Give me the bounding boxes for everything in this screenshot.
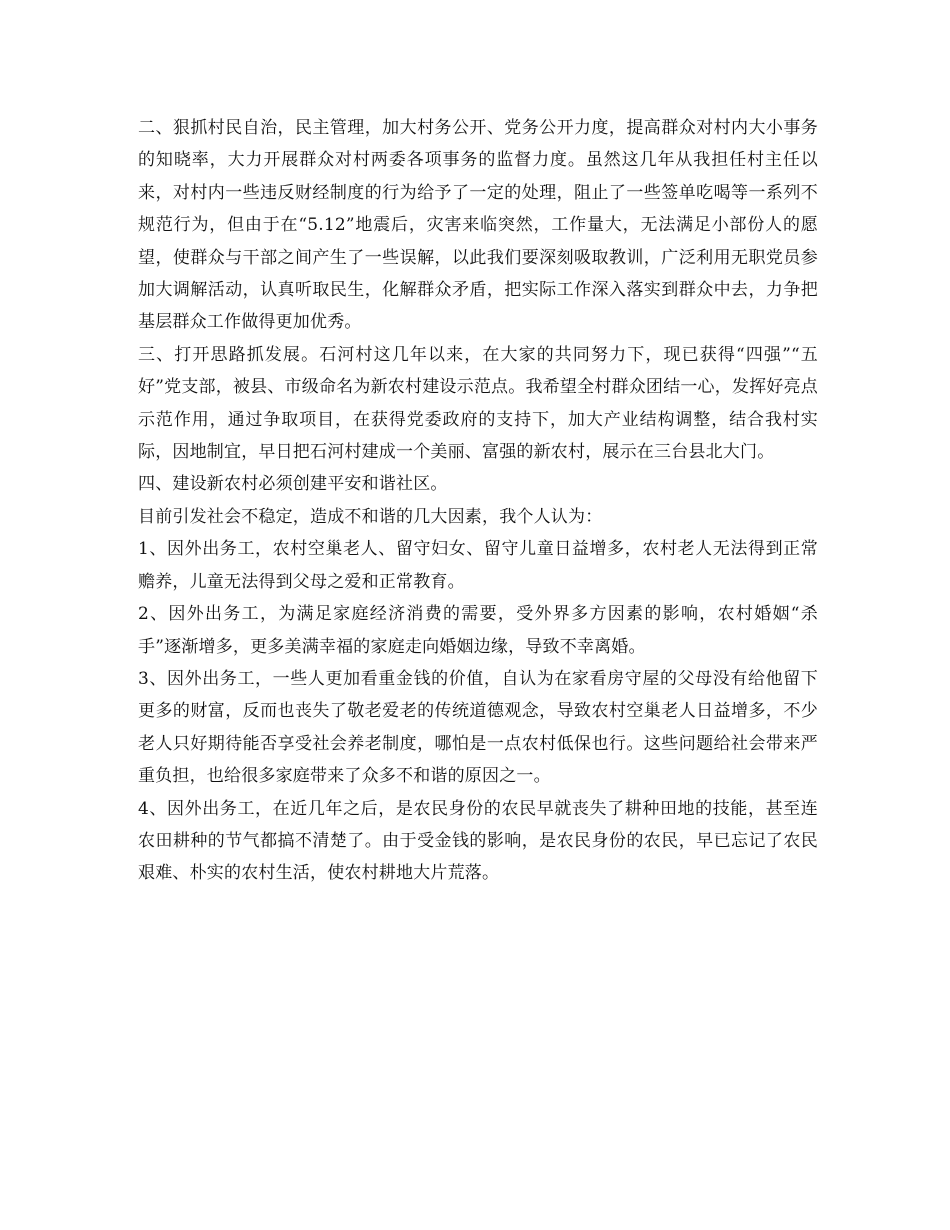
paragraph-factor-three: 3、因外出务工，一些人更加看重金钱的价值，自认为在家看房守屋的父母没有给他留下更多的财富，反而也丧失了敬老爱老的传统道德观念，导致农村空巢老人日益增多，不少老人只好期待能否享受社会养老制度，哪怕是一点农村低保也行。这些问题给社会带来严重负担，也给很多家庭带来了众多不和谐的原因之一。: [138, 668, 818, 787]
paragraph-section-four-heading: 四、建设新农村必须创建平安和谐社区。: [138, 474, 448, 495]
paragraph-section-two: 二、狠抓村民自治，民主管理，加大村务公开、党务公开力度，提高群众对村内大小事务的知晓率，大力开展群众对村两委各项事务的监督力度。虽然这几年从我担任村主任以来，对村内一些违反财经制度的行为给予了一定的处理，阻止了一些签单吃喝等一系列不规范行为，但由于在“5.12”地震后，灾害来临突然，工作量大，无法满足小部份人的愿望，使群众与干部之间产生了一些误解，以此我们要深刻吸取教训，广泛利用无职党员参加大调解活动，认真听取民生，化解群众矛盾，把实际工作深入落实到群众中去，力争把基层群众工作做得更加优秀。: [138, 118, 818, 333]
paragraph-section-three: 三、打开思路抓发展。石河村这几年以来，在大家的共同努力下，现已获得“四强”“五好”党支部，被县、市级命名为新农村建设示范点。我希望全村群众团结一心，发挥好亮点示范作用，通过争取项目，在获得党委政府的支持下，加大产业结构调整，结合我村实际，因地制宜，早日把石河村建成一个美丽、富强的新农村，展示在三台县北大门。: [138, 344, 818, 463]
paragraph-factor-two: 2、因外出务工，为满足家庭经济消费的需要，受外界多方因素的影响，农村婚姻“杀手”逐渐增多，更多美满幸福的家庭走向婚姻边缘，导致不幸离婚。: [138, 604, 818, 657]
paragraph-factor-four: 4、因外出务工，在近几年之后，是农民身份的农民早就丧失了耕种田地的技能，甚至连农田耕种的节气都搞不清楚了。由于受金钱的影响，是农民身份的农民，早已忘记了农民艰难、朴实的农村生活，使农村耕地大片荒落。: [138, 798, 818, 884]
paragraph-factor-one: 1、因外出务工，农村空巢老人、留守妇女、留守儿童日益增多，农村老人无法得到正常赡养，儿童无法得到父母之爱和正常教育。: [138, 539, 818, 592]
document-body: [138, 112, 818, 890]
paragraph-factors-intro: 目前引发社会不稳定，造成不和谐的几大因素，我个人认为：: [138, 506, 603, 527]
